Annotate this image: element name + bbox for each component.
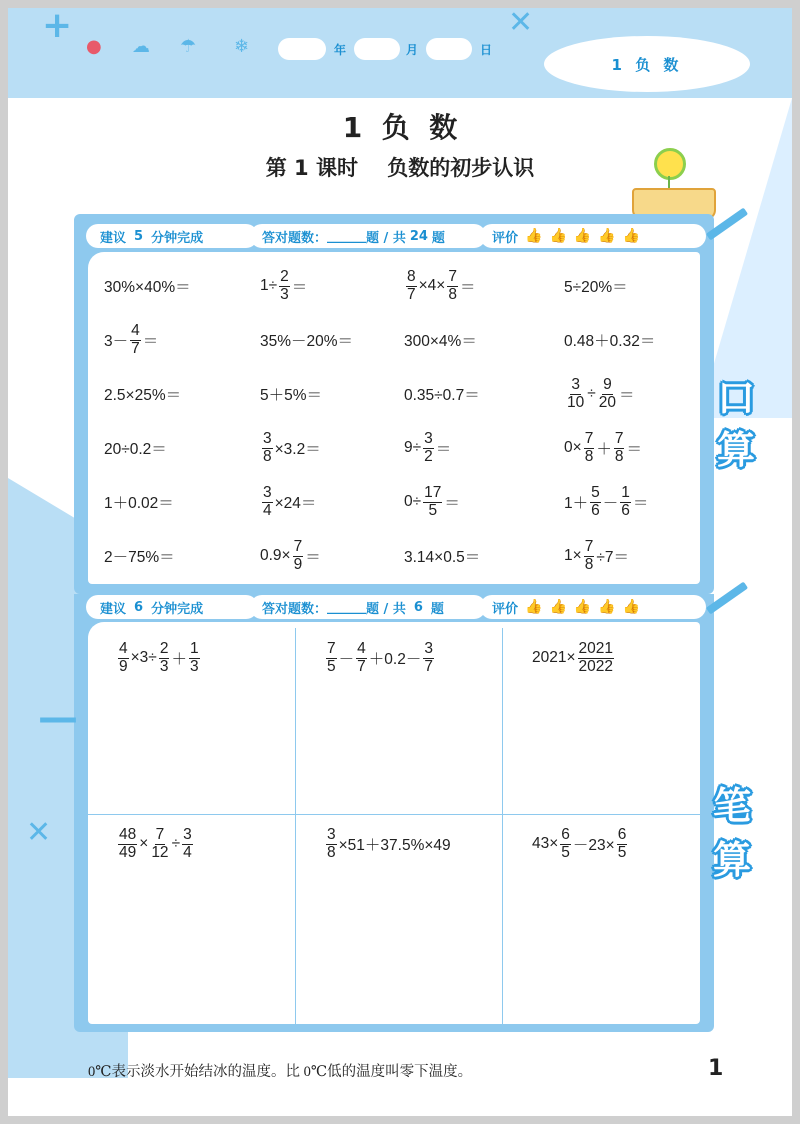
thumbs-up-icon[interactable]: 👍 xyxy=(549,599,567,615)
expr-text: ＋ xyxy=(596,441,612,458)
expr-text: 0÷ xyxy=(404,493,422,510)
denominator: 8 xyxy=(584,555,594,573)
thumbs-up-icon[interactable]: 👍 xyxy=(598,599,616,615)
denominator: 6 xyxy=(621,501,630,519)
expr-text: ＋0.2－ xyxy=(368,651,422,668)
oral-info-bar-rating xyxy=(480,224,706,248)
answered-blank[interactable]: ______ xyxy=(327,228,367,244)
numerator: 2 xyxy=(280,268,289,286)
expr-text: ×3.2＝ xyxy=(274,441,321,458)
expr-text: ＝ xyxy=(435,441,452,458)
expr-text: 0.35÷0.7＝ xyxy=(404,387,480,404)
fraction xyxy=(598,377,617,411)
times-icon: ✕ xyxy=(508,8,534,40)
fraction xyxy=(584,431,595,465)
denominator: 9 xyxy=(119,657,128,675)
year-label: 年 xyxy=(334,43,347,57)
denominator: 20 xyxy=(598,393,617,411)
denominator: 7 xyxy=(407,285,416,303)
total-label: 题 / 共 xyxy=(366,601,406,617)
sun-icon: ● xyxy=(86,36,102,57)
fraction xyxy=(150,827,169,861)
fraction xyxy=(447,269,458,303)
numerator: 7 xyxy=(584,430,594,448)
expr-text: ＝ xyxy=(619,387,635,404)
thumbs-up-icon[interactable]: 👍 xyxy=(573,228,592,244)
denominator: 4 xyxy=(263,501,272,519)
oral-problem xyxy=(404,472,460,532)
numerator: 8 xyxy=(407,268,416,286)
thumbs-up-icon[interactable]: 👍 xyxy=(622,228,641,244)
written-problem xyxy=(324,814,451,874)
expr-text: 20÷0.2＝ xyxy=(104,441,167,458)
day-label: 日 xyxy=(480,43,493,57)
suggest-label: 建议 xyxy=(100,601,127,617)
written-problem xyxy=(324,628,436,688)
numerator: 1 xyxy=(189,640,199,658)
written-problem xyxy=(532,814,629,874)
numerator: 3 xyxy=(327,826,336,844)
numerator: 5 xyxy=(591,484,600,502)
denominator: 8 xyxy=(448,285,457,303)
fraction xyxy=(578,641,614,675)
numerator: 4 xyxy=(119,640,128,658)
oral-problem xyxy=(104,472,174,532)
written-problem xyxy=(116,814,195,874)
page-title: 1 负 数 xyxy=(342,111,458,144)
grid-divider xyxy=(295,628,296,1024)
fraction xyxy=(159,641,170,675)
expr-text: 300×4%＝ xyxy=(404,333,477,350)
oral-info-bar-time xyxy=(86,224,258,248)
fraction xyxy=(590,485,601,519)
grid-divider xyxy=(502,628,503,1024)
rating-label: 评价 xyxy=(492,601,519,617)
fraction xyxy=(423,641,434,675)
oral-problem xyxy=(404,526,480,586)
fraction xyxy=(560,827,571,861)
expr-text: 2－75%＝ xyxy=(104,549,175,566)
rain-cloud-icon: ☂ xyxy=(180,36,197,57)
expr-text: ×4× xyxy=(418,277,446,294)
denominator: 49 xyxy=(119,843,137,861)
oral-side-label-1: 口 xyxy=(716,376,755,420)
numerator: 7 xyxy=(155,826,165,844)
fraction xyxy=(326,641,337,675)
expr-text: ＝ xyxy=(459,279,476,296)
written-problem xyxy=(116,628,202,688)
numerator: 3 xyxy=(183,826,192,844)
suggest-label: 建议 xyxy=(100,230,127,246)
expr-text: ＝ xyxy=(291,279,308,296)
fraction xyxy=(423,485,442,519)
fraction xyxy=(262,485,273,519)
denominator: 9 xyxy=(293,555,303,573)
oral-problem xyxy=(260,256,307,316)
oral-problem xyxy=(260,310,353,370)
numerator: 7 xyxy=(448,268,457,286)
oral-side-label-2: 算 xyxy=(716,428,755,472)
fraction xyxy=(566,377,585,411)
expr-text: ＝ xyxy=(626,441,642,458)
footer-note: 0℃表示淡水开始结冰的温度。比 0℃低的温度叫零下温度。 xyxy=(88,1064,473,1080)
expr-text: ＝ xyxy=(142,333,159,350)
chapter-tag: 1 负 数 xyxy=(544,36,750,92)
fraction xyxy=(614,431,625,465)
oral-problem xyxy=(104,310,158,370)
thumbs-up-icon[interactable]: 👍 xyxy=(622,599,641,615)
total-value: 24 xyxy=(409,228,428,244)
numerator: 48 xyxy=(119,826,137,844)
rating-label: 评价 xyxy=(492,230,519,246)
expr-text: 1÷ xyxy=(260,277,278,294)
written-side-label-1: 笔 xyxy=(712,784,751,828)
oral-problem xyxy=(564,256,628,316)
minus-icon: — xyxy=(38,695,78,741)
oral-problem xyxy=(104,256,191,316)
minutes-value: 5 xyxy=(134,228,144,244)
denominator: 3 xyxy=(159,657,169,675)
minutes-value: 6 xyxy=(134,599,144,615)
fraction xyxy=(584,539,595,573)
denominator: 5 xyxy=(617,843,627,861)
fraction xyxy=(423,431,434,465)
expr-text: 9÷ xyxy=(404,439,422,456)
expr-text: － xyxy=(338,651,355,668)
page-header xyxy=(8,8,792,98)
expr-text: ＝ xyxy=(305,549,321,566)
expr-text: 1＋0.02＝ xyxy=(104,495,174,512)
fraction xyxy=(293,539,304,573)
oral-problem xyxy=(404,364,480,424)
total-label: 题 / 共 xyxy=(366,230,406,246)
total-unit: 题 xyxy=(431,230,445,246)
expr-text: 30%×40%＝ xyxy=(104,279,191,296)
numerator: 3 xyxy=(424,430,433,448)
expr-text: 0× xyxy=(564,439,582,456)
expr-text: 2.5×25%＝ xyxy=(104,387,182,404)
oral-problem xyxy=(564,364,635,424)
numerator: 3 xyxy=(571,376,580,394)
page-number: 1 xyxy=(708,1056,724,1081)
month-input[interactable] xyxy=(354,38,400,60)
expr-text: ×24＝ xyxy=(274,495,317,512)
denominator: 6 xyxy=(591,501,600,519)
oral-problem xyxy=(260,364,322,424)
written-problem xyxy=(532,628,616,688)
thumbs-up-icon[interactable]: 👍 xyxy=(573,599,592,615)
numerator: 2021 xyxy=(578,640,614,658)
numerator: 3 xyxy=(424,640,433,658)
numerator: 7 xyxy=(327,640,336,658)
book-flower-illustration xyxy=(632,148,712,218)
total-value: 6 xyxy=(413,599,423,615)
expr-text: 0.48＋0.32＝ xyxy=(564,333,656,350)
numerator: 6 xyxy=(617,826,627,844)
denominator: 5 xyxy=(428,501,438,519)
cloud-sun-icon: ☁ xyxy=(132,36,150,57)
denominator: 2022 xyxy=(578,657,614,675)
fraction xyxy=(326,827,337,861)
fraction xyxy=(118,827,137,861)
oral-problem xyxy=(564,472,648,532)
expr-text: 2021× xyxy=(532,649,576,666)
denominator: 3 xyxy=(189,657,199,675)
oral-problem xyxy=(104,526,175,586)
thumbs-up-icon[interactable]: 👍 xyxy=(549,228,567,244)
fraction xyxy=(356,641,367,675)
oral-problem xyxy=(260,472,316,532)
oral-problem xyxy=(564,418,642,478)
denominator: 5 xyxy=(327,657,336,675)
expr-text: ＋ xyxy=(171,651,187,668)
workbook-page xyxy=(8,8,792,1116)
written-info-bar-score xyxy=(250,595,486,619)
fraction xyxy=(620,485,631,519)
answered-blank[interactable]: ______ xyxy=(327,599,367,615)
expr-text: ÷ xyxy=(587,385,596,402)
oral-problem xyxy=(404,256,476,316)
fraction xyxy=(182,827,193,861)
denominator: 12 xyxy=(151,843,169,861)
denominator: 2 xyxy=(424,447,433,465)
numerator: 3 xyxy=(263,430,272,448)
year-input[interactable] xyxy=(278,38,326,60)
written-info-bar-time xyxy=(86,595,258,619)
times-icon: ✕ xyxy=(26,815,52,850)
oral-problem xyxy=(104,418,167,478)
expr-text: 5＋5%＝ xyxy=(260,387,323,404)
expr-text: 43× xyxy=(532,835,559,852)
numerator: 3 xyxy=(263,484,272,502)
thumbs-up-icon[interactable]: 👍 xyxy=(598,228,616,244)
expr-text: ＝ xyxy=(632,495,649,512)
denominator: 7 xyxy=(424,657,433,675)
fraction xyxy=(189,641,200,675)
oral-problem xyxy=(104,364,181,424)
numerator: 4 xyxy=(131,322,140,340)
denominator: 7 xyxy=(131,339,140,357)
denominator: 3 xyxy=(280,285,289,303)
denominator: 8 xyxy=(327,843,336,861)
denominator: 5 xyxy=(561,843,570,861)
expr-text: 0.9× xyxy=(260,547,291,564)
expr-text: － xyxy=(602,495,619,512)
numerator: 2 xyxy=(159,640,169,658)
fraction xyxy=(262,431,273,465)
numerator: 9 xyxy=(603,376,612,394)
total-unit: 题 xyxy=(430,601,444,617)
expr-text: ＝ xyxy=(444,495,460,512)
thumbs-up-icon[interactable]: 👍 xyxy=(525,599,543,615)
denominator: 7 xyxy=(357,657,366,675)
oral-problem xyxy=(404,418,451,478)
oral-problem xyxy=(564,526,629,586)
numerator: 7 xyxy=(614,430,624,448)
minutes-unit: 分钟完成 xyxy=(151,601,204,617)
oral-problem xyxy=(404,310,477,370)
expr-text: －23× xyxy=(572,837,615,854)
written-side-label-2: 算 xyxy=(712,838,751,882)
answered-label: 答对题数： xyxy=(262,230,328,246)
expr-text: ÷ xyxy=(171,835,181,852)
oral-problem xyxy=(260,418,321,478)
fraction xyxy=(279,269,290,303)
denominator: 8 xyxy=(584,447,594,465)
numerator: 1 xyxy=(621,484,630,502)
numerator: 7 xyxy=(293,538,303,556)
expr-text: ×51＋37.5%×49 xyxy=(338,837,451,854)
expr-text: 3.14×0.5＝ xyxy=(404,549,481,566)
expr-text: ÷7＝ xyxy=(596,549,629,566)
denominator: 4 xyxy=(183,843,192,861)
denominator: 8 xyxy=(263,447,272,465)
thumbs-up-icon[interactable]: 👍 xyxy=(525,228,543,244)
numerator: 6 xyxy=(561,826,570,844)
expr-text: 3－ xyxy=(104,333,129,350)
oral-problem xyxy=(260,526,321,586)
expr-text: × xyxy=(139,835,149,852)
denominator: 8 xyxy=(614,447,624,465)
snowflake-icon: ❄ xyxy=(234,36,250,57)
expr-text: 1＋ xyxy=(564,495,589,512)
fraction xyxy=(130,323,141,357)
expr-text: 1× xyxy=(564,547,582,564)
fraction xyxy=(118,641,129,675)
numerator: 17 xyxy=(424,484,442,502)
oral-info-bar-score xyxy=(250,224,486,248)
page-subtitle: 第 1 课时 负数的初步认识 xyxy=(265,156,535,180)
oral-problem xyxy=(564,310,655,370)
day-input[interactable] xyxy=(426,38,472,60)
expr-text: 35%－20%＝ xyxy=(260,333,354,350)
numerator: 7 xyxy=(584,538,594,556)
month-label: 月 xyxy=(406,43,419,57)
answered-label: 答对题数： xyxy=(262,601,328,617)
fraction xyxy=(617,827,628,861)
expr-text: ×3÷ xyxy=(130,649,157,666)
flower-icon xyxy=(654,148,686,180)
denominator: 10 xyxy=(567,393,585,411)
fraction xyxy=(406,269,417,303)
minutes-unit: 分钟完成 xyxy=(151,230,204,246)
plus-icon: + xyxy=(42,8,73,46)
expr-text: 5÷20%＝ xyxy=(564,279,628,296)
numerator: 4 xyxy=(357,640,366,658)
written-info-bar-rating xyxy=(480,595,706,619)
